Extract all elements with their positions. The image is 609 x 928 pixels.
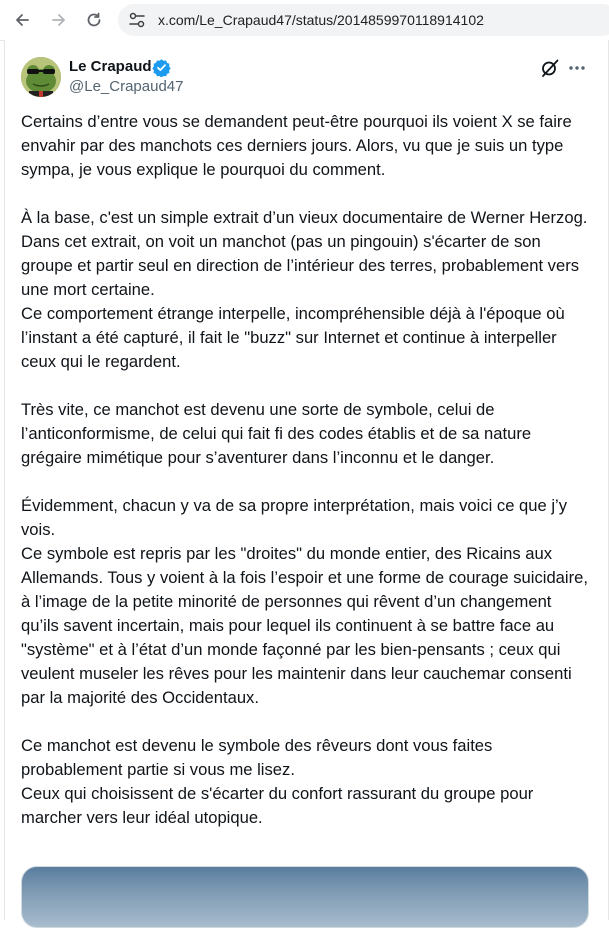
back-button[interactable]	[10, 8, 34, 32]
url-text[interactable]: x.com/Le_Crapaud47/status/2014859970118914102	[158, 12, 484, 28]
reload-button[interactable]	[82, 8, 106, 32]
verified-badge-icon[interactable]	[152, 58, 171, 77]
tweet-line: À la base, c'est un simple extrait d’un vieux documentaire de Werner Herzog.	[21, 208, 588, 227]
tweet-line: Ceux qui choisissent de s'écarter du confort rassurant du groupe pour marcher vers leur idéal utopique.	[21, 784, 534, 827]
author-handle[interactable]: @Le_Crapaud47	[69, 78, 184, 95]
forward-arrow-icon	[50, 11, 68, 29]
grok-icon[interactable]	[540, 58, 560, 78]
site-settings-icon[interactable]	[128, 12, 146, 28]
address-bar[interactable]	[118, 4, 609, 36]
tweet-text	[21, 110, 591, 830]
tweet-media-video[interactable]	[21, 866, 589, 928]
tweet-line: Évidemment, chacun y va de sa propre interprétation, mais voici ce que j’y vois.	[21, 496, 568, 539]
more-options-icon[interactable]	[567, 58, 587, 78]
forward-button[interactable]	[47, 8, 71, 32]
reload-icon	[85, 11, 103, 29]
tweet-line: Ce manchot est devenu le symbole des rêveurs dont vous faites probablement partie si vous me lisez.	[21, 736, 493, 779]
tweet-line: Dans cet extrait, on voit un manchot (pas un pingouin) s'écarter de son groupe et partir seul en direction de l’intérieur des terres, probablement vers une mort certaine.	[21, 232, 580, 299]
browser-toolbar	[0, 0, 609, 41]
frog-avatar-image	[21, 57, 61, 97]
avatar[interactable]	[21, 57, 61, 97]
back-arrow-icon	[13, 11, 31, 29]
tweet-line: Certains d’entre vous se demandent peut-être pourquoi ils voient X se faire envahir par des manchots ces derniers jours. Alors, vu que je suis un type sympa, je vous explique le pourquoi du comment.	[21, 112, 572, 179]
tweet-line: Très vite, ce manchot est devenu une sorte de symbole, celui de l’anticonformisme, de celui qui fait fi des codes établis et de sa nature grégaire mimétique pour s’aventurer dans l’inconnu et le danger.	[21, 400, 532, 467]
tweet-line: Ce symbole est repris par les "droites" du monde entier, des Ricains aux Allemands. Tous y voient à la fois l’espoir et une forme de courage suicidaire, à l’image de la petite minorité de personnes qui rêvent d’un changement qu’ils savent incertain, mais pour lequel ils continuent à se battre face au "système" et à l’état d’un monde façonné par les bien-pensants ; ceux qui veulent museler les rêves pour les maintenir dans leur cauchemar consenti par la majorité des Occidentaux.	[21, 544, 588, 707]
author-name[interactable]: Le Crapaud	[69, 58, 152, 75]
tweet-line: Ce comportement étrange interpelle, incompréhensible déjà à l'époque où l’instant a été capturé, il fait le "buzz" sur Internet et continue à interpeller ceux qui le regardent.	[21, 304, 565, 371]
